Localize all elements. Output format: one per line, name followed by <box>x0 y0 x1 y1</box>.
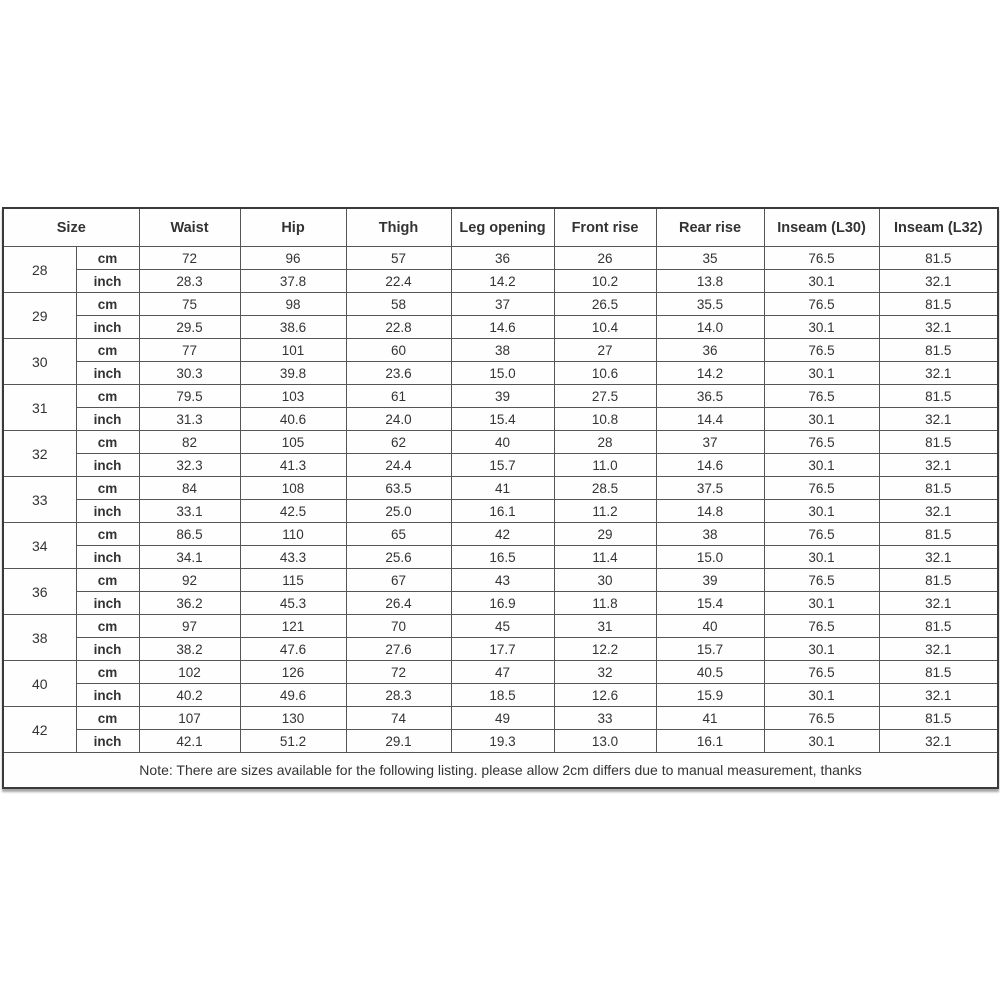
measurement-value: 63.5 <box>346 477 451 500</box>
unit-label: cm <box>76 661 139 684</box>
measurement-value: 14.2 <box>656 362 764 385</box>
table-row <box>3 316 998 339</box>
measurement-value: 15.0 <box>656 546 764 569</box>
measurement-value: 76.5 <box>764 247 879 270</box>
measurement-value: 37.8 <box>240 270 346 293</box>
measurement-value: 30.1 <box>764 500 879 523</box>
measurement-value: 40.6 <box>240 408 346 431</box>
measurement-value: 39.8 <box>240 362 346 385</box>
unit-label: inch <box>76 546 139 569</box>
measurement-value: 27 <box>554 339 656 362</box>
unit-label: inch <box>76 500 139 523</box>
unit-label: cm <box>76 385 139 408</box>
measurement-value: 96 <box>240 247 346 270</box>
measurement-value: 101 <box>240 339 346 362</box>
table-row <box>3 385 998 408</box>
table-row <box>3 615 998 638</box>
measurement-value: 81.5 <box>879 615 998 638</box>
measurement-value: 28.3 <box>139 270 240 293</box>
measurement-value: 76.5 <box>764 293 879 316</box>
measurement-value: 42.5 <box>240 500 346 523</box>
measurement-value: 26 <box>554 247 656 270</box>
size-label: 29 <box>3 293 76 339</box>
measurement-value: 126 <box>240 661 346 684</box>
measurement-value: 32.1 <box>879 270 998 293</box>
measurement-value: 14.6 <box>656 454 764 477</box>
measurement-value: 10.4 <box>554 316 656 339</box>
size-label: 33 <box>3 477 76 523</box>
measurement-value: 15.4 <box>656 592 764 615</box>
measurement-value: 14.8 <box>656 500 764 523</box>
measurement-value: 24.0 <box>346 408 451 431</box>
unit-label: cm <box>76 339 139 362</box>
measurement-value: 17.7 <box>451 638 554 661</box>
measurement-value: 79.5 <box>139 385 240 408</box>
measurement-value: 30.1 <box>764 316 879 339</box>
measurement-value: 10.8 <box>554 408 656 431</box>
measurement-value: 12.6 <box>554 684 656 707</box>
unit-label: inch <box>76 684 139 707</box>
measurement-value: 40.5 <box>656 661 764 684</box>
unit-label: inch <box>76 316 139 339</box>
measurement-value: 76.5 <box>764 431 879 454</box>
measurement-value: 97 <box>139 615 240 638</box>
measurement-value: 16.9 <box>451 592 554 615</box>
unit-label: inch <box>76 730 139 753</box>
col-header-hip: Hip <box>240 208 346 247</box>
size-label: 40 <box>3 661 76 707</box>
note-row <box>3 753 998 789</box>
measurement-value: 32.1 <box>879 454 998 477</box>
measurement-value: 32.1 <box>879 638 998 661</box>
measurement-value: 32 <box>554 661 656 684</box>
measurement-value: 40.2 <box>139 684 240 707</box>
measurement-value: 36.5 <box>656 385 764 408</box>
measurement-value: 110 <box>240 523 346 546</box>
measurement-value: 33.1 <box>139 500 240 523</box>
measurement-value: 115 <box>240 569 346 592</box>
measurement-value: 30.1 <box>764 546 879 569</box>
measurement-value: 32.1 <box>879 500 998 523</box>
measurement-value: 11.4 <box>554 546 656 569</box>
measurement-value: 37 <box>656 431 764 454</box>
measurement-value: 70 <box>346 615 451 638</box>
table-row <box>3 270 998 293</box>
measurement-value: 43.3 <box>240 546 346 569</box>
unit-label: cm <box>76 707 139 730</box>
table-row <box>3 684 998 707</box>
measurement-value: 108 <box>240 477 346 500</box>
measurement-value: 81.5 <box>879 247 998 270</box>
col-header-front-rise: Front rise <box>554 208 656 247</box>
measurement-value: 81.5 <box>879 707 998 730</box>
table-row <box>3 247 998 270</box>
measurement-value: 130 <box>240 707 346 730</box>
unit-label: inch <box>76 454 139 477</box>
measurement-value: 32.1 <box>879 546 998 569</box>
measurement-value: 29.5 <box>139 316 240 339</box>
measurement-value: 38 <box>656 523 764 546</box>
measurement-value: 36 <box>451 247 554 270</box>
measurement-value: 51.2 <box>240 730 346 753</box>
unit-label: cm <box>76 477 139 500</box>
measurement-value: 75 <box>139 293 240 316</box>
measurement-value: 30.1 <box>764 684 879 707</box>
measurement-value: 30.3 <box>139 362 240 385</box>
measurement-value: 57 <box>346 247 451 270</box>
measurement-value: 28.3 <box>346 684 451 707</box>
unit-label: inch <box>76 638 139 661</box>
measurement-value: 30.1 <box>764 270 879 293</box>
measurement-value: 41.3 <box>240 454 346 477</box>
table-row <box>3 362 998 385</box>
measurement-value: 11.2 <box>554 500 656 523</box>
measurement-value: 14.6 <box>451 316 554 339</box>
measurement-value: 14.4 <box>656 408 764 431</box>
measurement-value: 76.5 <box>764 339 879 362</box>
table-row <box>3 707 998 730</box>
table-row <box>3 293 998 316</box>
measurement-value: 76.5 <box>764 569 879 592</box>
measurement-value: 41 <box>656 707 764 730</box>
measurement-value: 28.5 <box>554 477 656 500</box>
header-row <box>3 208 998 247</box>
measurement-value: 61 <box>346 385 451 408</box>
table-row <box>3 592 998 615</box>
measurement-value: 65 <box>346 523 451 546</box>
unit-label: cm <box>76 523 139 546</box>
measurement-value: 34.1 <box>139 546 240 569</box>
measurement-value: 107 <box>139 707 240 730</box>
measurement-value: 72 <box>139 247 240 270</box>
measurement-value: 32.3 <box>139 454 240 477</box>
measurement-value: 35 <box>656 247 764 270</box>
measurement-value: 98 <box>240 293 346 316</box>
measurement-value: 30.1 <box>764 592 879 615</box>
measurement-value: 25.0 <box>346 500 451 523</box>
measurement-value: 24.4 <box>346 454 451 477</box>
note-text: Note: There are sizes available for the following listing. please allow 2cm differs due to manual measurement, thanks <box>3 753 998 789</box>
measurement-value: 26.4 <box>346 592 451 615</box>
unit-label: cm <box>76 293 139 316</box>
measurement-value: 84 <box>139 477 240 500</box>
measurement-value: 45 <box>451 615 554 638</box>
measurement-value: 81.5 <box>879 661 998 684</box>
measurement-value: 32.1 <box>879 362 998 385</box>
size-label: 31 <box>3 385 76 431</box>
size-label: 34 <box>3 523 76 569</box>
measurement-value: 32.1 <box>879 408 998 431</box>
measurement-value: 26.5 <box>554 293 656 316</box>
unit-label: cm <box>76 615 139 638</box>
measurement-value: 76.5 <box>764 477 879 500</box>
measurement-value: 102 <box>139 661 240 684</box>
measurement-value: 76.5 <box>764 523 879 546</box>
measurement-value: 30.1 <box>764 638 879 661</box>
measurement-value: 38.6 <box>240 316 346 339</box>
measurement-value: 49.6 <box>240 684 346 707</box>
measurement-value: 67 <box>346 569 451 592</box>
measurement-value: 62 <box>346 431 451 454</box>
measurement-value: 19.3 <box>451 730 554 753</box>
measurement-value: 13.8 <box>656 270 764 293</box>
measurement-value: 60 <box>346 339 451 362</box>
size-chart-table <box>2 207 999 789</box>
measurement-value: 76.5 <box>764 707 879 730</box>
table-row <box>3 546 998 569</box>
measurement-value: 25.6 <box>346 546 451 569</box>
col-header-size: Size <box>3 208 139 247</box>
table-row <box>3 638 998 661</box>
table-row <box>3 500 998 523</box>
measurement-value: 11.0 <box>554 454 656 477</box>
measurement-value: 58 <box>346 293 451 316</box>
measurement-value: 18.5 <box>451 684 554 707</box>
measurement-value: 10.2 <box>554 270 656 293</box>
measurement-value: 77 <box>139 339 240 362</box>
size-chart <box>2 207 999 789</box>
size-label: 28 <box>3 247 76 293</box>
measurement-value: 81.5 <box>879 293 998 316</box>
col-header-thigh: Thigh <box>346 208 451 247</box>
measurement-value: 22.4 <box>346 270 451 293</box>
size-label: 32 <box>3 431 76 477</box>
measurement-value: 76.5 <box>764 615 879 638</box>
measurement-value: 81.5 <box>879 477 998 500</box>
measurement-value: 86.5 <box>139 523 240 546</box>
col-header-leg-opening: Leg opening <box>451 208 554 247</box>
measurement-value: 105 <box>240 431 346 454</box>
measurement-value: 22.8 <box>346 316 451 339</box>
measurement-value: 15.7 <box>451 454 554 477</box>
measurement-value: 39 <box>451 385 554 408</box>
measurement-value: 31 <box>554 615 656 638</box>
measurement-value: 29 <box>554 523 656 546</box>
measurement-value: 81.5 <box>879 385 998 408</box>
measurement-value: 15.9 <box>656 684 764 707</box>
unit-label: inch <box>76 362 139 385</box>
measurement-value: 33 <box>554 707 656 730</box>
size-label: 38 <box>3 615 76 661</box>
measurement-value: 31.3 <box>139 408 240 431</box>
measurement-value: 42 <box>451 523 554 546</box>
unit-label: inch <box>76 592 139 615</box>
unit-label: cm <box>76 247 139 270</box>
measurement-value: 40 <box>451 431 554 454</box>
measurement-value: 15.0 <box>451 362 554 385</box>
measurement-value: 81.5 <box>879 569 998 592</box>
measurement-value: 27.5 <box>554 385 656 408</box>
measurement-value: 41 <box>451 477 554 500</box>
measurement-value: 16.5 <box>451 546 554 569</box>
table-row <box>3 730 998 753</box>
measurement-value: 39 <box>656 569 764 592</box>
measurement-value: 81.5 <box>879 431 998 454</box>
measurement-value: 49 <box>451 707 554 730</box>
measurement-value: 38 <box>451 339 554 362</box>
table-row <box>3 408 998 431</box>
measurement-value: 30.1 <box>764 362 879 385</box>
unit-label: cm <box>76 569 139 592</box>
size-label: 42 <box>3 707 76 753</box>
table-row <box>3 454 998 477</box>
measurement-value: 13.0 <box>554 730 656 753</box>
measurement-value: 16.1 <box>451 500 554 523</box>
measurement-value: 36.2 <box>139 592 240 615</box>
size-label: 30 <box>3 339 76 385</box>
measurement-value: 74 <box>346 707 451 730</box>
measurement-value: 43 <box>451 569 554 592</box>
measurement-value: 14.0 <box>656 316 764 339</box>
table-row <box>3 339 998 362</box>
measurement-value: 28 <box>554 431 656 454</box>
measurement-value: 81.5 <box>879 339 998 362</box>
measurement-value: 82 <box>139 431 240 454</box>
unit-label: inch <box>76 270 139 293</box>
measurement-value: 32.1 <box>879 316 998 339</box>
measurement-value: 16.1 <box>656 730 764 753</box>
measurement-value: 42.1 <box>139 730 240 753</box>
measurement-value: 47.6 <box>240 638 346 661</box>
size-label: 36 <box>3 569 76 615</box>
measurement-value: 32.1 <box>879 592 998 615</box>
measurement-value: 37.5 <box>656 477 764 500</box>
measurement-value: 23.6 <box>346 362 451 385</box>
measurement-value: 14.2 <box>451 270 554 293</box>
col-header-rear-rise: Rear rise <box>656 208 764 247</box>
measurement-value: 27.6 <box>346 638 451 661</box>
measurement-value: 32.1 <box>879 684 998 707</box>
measurement-value: 29.1 <box>346 730 451 753</box>
measurement-value: 72 <box>346 661 451 684</box>
measurement-value: 81.5 <box>879 523 998 546</box>
measurement-value: 38.2 <box>139 638 240 661</box>
table-row <box>3 431 998 454</box>
table-row <box>3 661 998 684</box>
measurement-value: 30.1 <box>764 454 879 477</box>
table-row <box>3 523 998 546</box>
col-header-inseam-l30: Inseam (L30) <box>764 208 879 247</box>
unit-label: cm <box>76 431 139 454</box>
measurement-value: 121 <box>240 615 346 638</box>
col-header-inseam-l32: Inseam (L32) <box>879 208 998 247</box>
measurement-value: 15.4 <box>451 408 554 431</box>
measurement-value: 37 <box>451 293 554 316</box>
measurement-value: 15.7 <box>656 638 764 661</box>
measurement-value: 35.5 <box>656 293 764 316</box>
table-row <box>3 569 998 592</box>
measurement-value: 76.5 <box>764 385 879 408</box>
measurement-value: 92 <box>139 569 240 592</box>
col-header-waist: Waist <box>139 208 240 247</box>
measurement-value: 11.8 <box>554 592 656 615</box>
measurement-value: 12.2 <box>554 638 656 661</box>
measurement-value: 103 <box>240 385 346 408</box>
measurement-value: 10.6 <box>554 362 656 385</box>
measurement-value: 40 <box>656 615 764 638</box>
measurement-value: 47 <box>451 661 554 684</box>
measurement-value: 30.1 <box>764 408 879 431</box>
table-row <box>3 477 998 500</box>
measurement-value: 32.1 <box>879 730 998 753</box>
unit-label: inch <box>76 408 139 431</box>
measurement-value: 30.1 <box>764 730 879 753</box>
measurement-value: 45.3 <box>240 592 346 615</box>
measurement-value: 36 <box>656 339 764 362</box>
measurement-value: 76.5 <box>764 661 879 684</box>
measurement-value: 30 <box>554 569 656 592</box>
